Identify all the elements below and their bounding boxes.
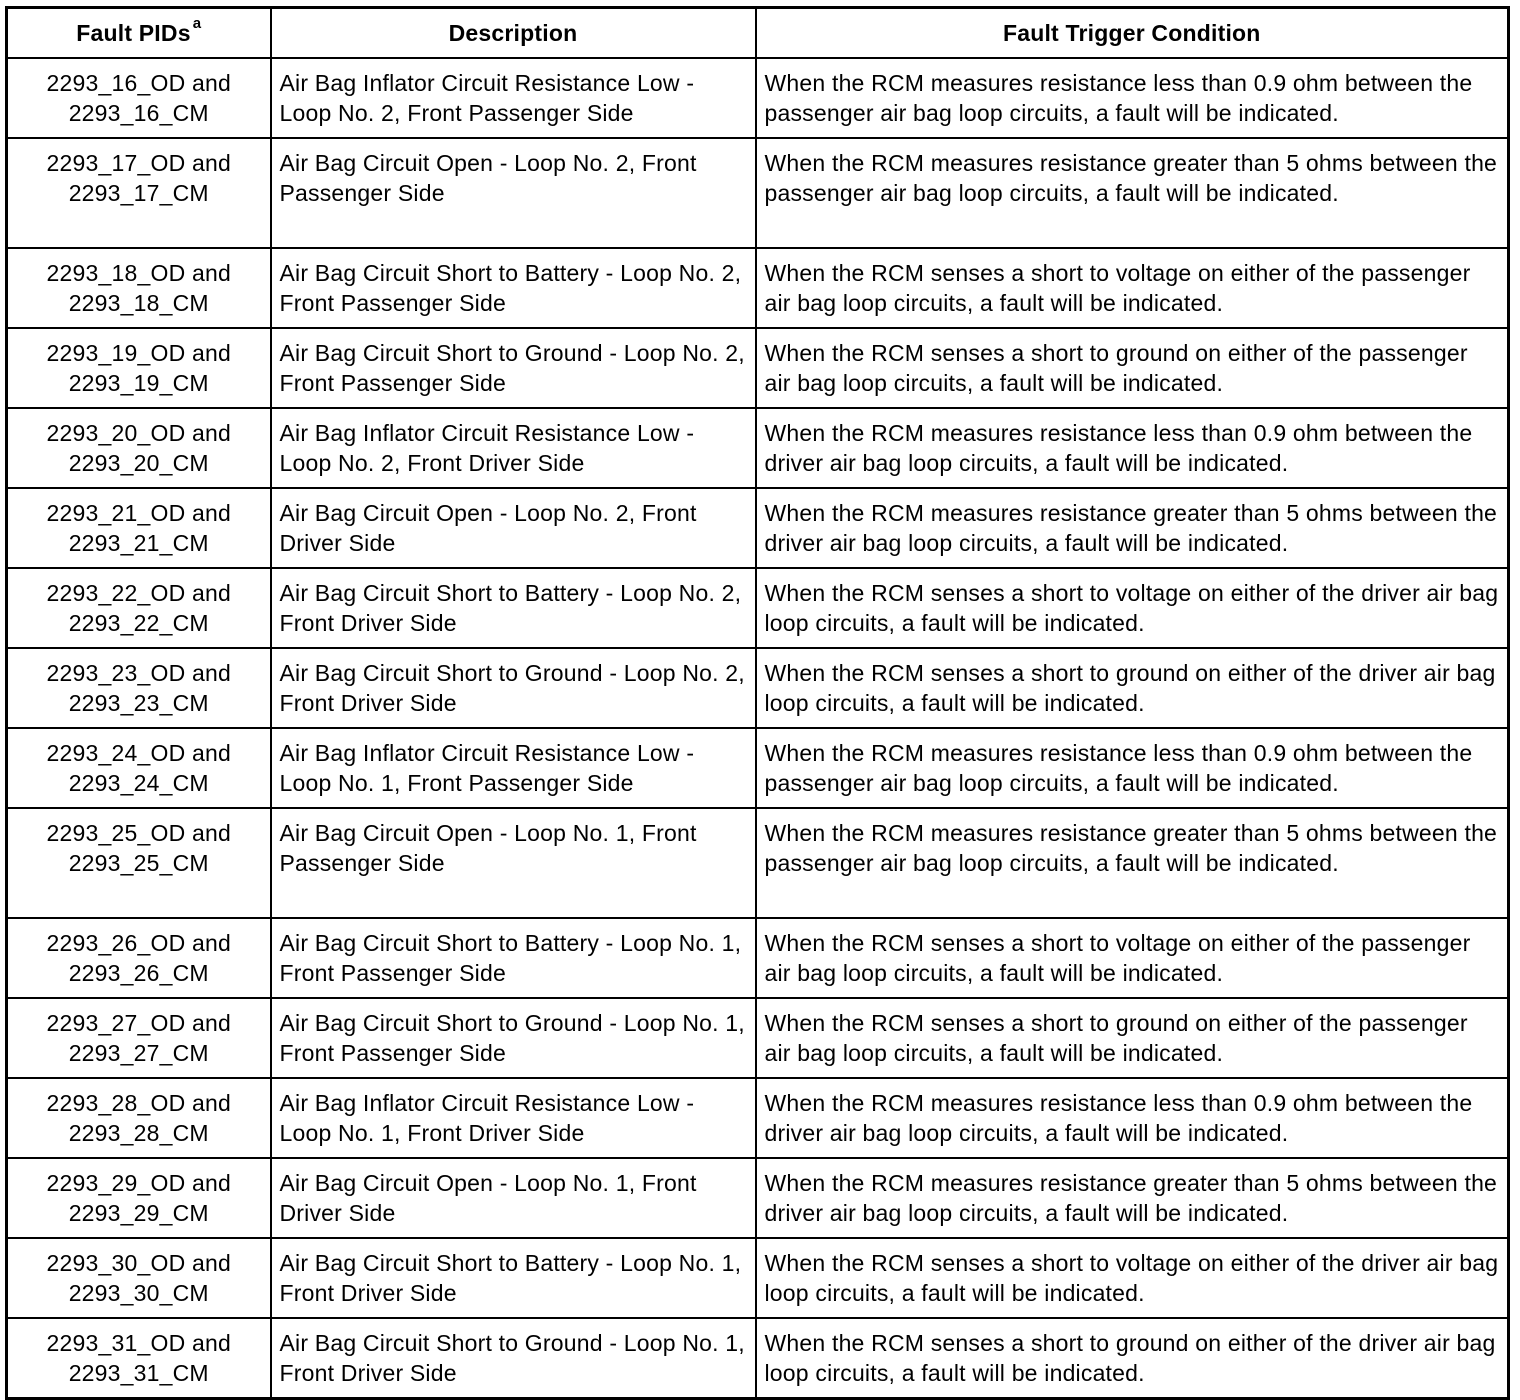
description-cell: Air Bag Circuit Open - Loop No. 2, Front Passenger Side: [271, 138, 756, 248]
trigger-cell: When the RCM senses a short to voltage on either of the driver air bag loop circuits, a fault will be indicated.: [756, 1238, 1509, 1318]
trigger-cell: When the RCM senses a short to voltage on either of the driver air bag loop circuits, a fault will be indicated.: [756, 568, 1509, 648]
fault-pid-cell: [7, 328, 271, 408]
fault-pid-cell: [7, 568, 271, 648]
pid-cm: 2293_31_CM: [68, 1360, 209, 1386]
table-row: [7, 248, 1509, 328]
pid-od: 2293_21_OD and: [46, 500, 231, 526]
pid-cm: 2293_29_CM: [68, 1200, 209, 1226]
pid-od: 2293_31_OD and: [46, 1330, 231, 1356]
fault-pid-cell: [7, 1078, 271, 1158]
fault-pid-cell: [7, 58, 271, 138]
pid-od: 2293_26_OD and: [46, 930, 231, 956]
pid-cm: 2293_23_CM: [68, 690, 209, 716]
description-cell: Air Bag Circuit Short to Ground - Loop No. 2, Front Passenger Side: [271, 328, 756, 408]
pid-cm: 2293_24_CM: [68, 770, 209, 796]
pid-od: 2293_17_OD and: [46, 150, 231, 176]
trigger-cell: When the RCM senses a short to ground on either of the driver air bag loop circuits, a fault will be indicated.: [756, 648, 1509, 728]
description-cell: Air Bag Circuit Open - Loop No. 1, Front Driver Side: [271, 1158, 756, 1238]
description-cell: Air Bag Inflator Circuit Resistance Low - Loop No. 1, Front Driver Side: [271, 1078, 756, 1158]
table-row: [7, 918, 1509, 998]
pid-cm: 2293_25_CM: [68, 850, 209, 876]
pid-cm: 2293_27_CM: [68, 1040, 209, 1066]
pid-od: 2293_25_OD and: [46, 820, 231, 846]
fault-pid-table: [5, 6, 1510, 1400]
fault-pid-cell: [7, 1158, 271, 1238]
pid-od: 2293_30_OD and: [46, 1250, 231, 1276]
trigger-cell: When the RCM measures resistance less than 0.9 ohm between the passenger air bag loop circuits, a fault will be indicated.: [756, 58, 1509, 138]
fault-pid-cell: [7, 408, 271, 488]
table-row: [7, 58, 1509, 138]
description-cell: Air Bag Circuit Short to Ground - Loop No. 2, Front Driver Side: [271, 648, 756, 728]
description-cell: Air Bag Inflator Circuit Resistance Low - Loop No. 2, Front Driver Side: [271, 408, 756, 488]
table-header-row: [7, 8, 1509, 59]
description-cell: Air Bag Circuit Short to Ground - Loop No. 1, Front Driver Side: [271, 1318, 756, 1399]
description-cell: Air Bag Circuit Short to Battery - Loop No. 1, Front Passenger Side: [271, 918, 756, 998]
trigger-cell: When the RCM senses a short to ground on either of the passenger air bag loop circuits, a fault will be indicated.: [756, 328, 1509, 408]
table-row: [7, 568, 1509, 648]
table-row: [7, 328, 1509, 408]
trigger-cell: When the RCM senses a short to voltage on either of the passenger air bag loop circuits, a fault will be indicated.: [756, 918, 1509, 998]
header-fault-pids-label: Fault PIDs: [76, 20, 191, 46]
pid-od: 2293_24_OD and: [46, 740, 231, 766]
fault-pid-cell: [7, 808, 271, 918]
table-row: [7, 408, 1509, 488]
table-row: [7, 648, 1509, 728]
pid-cm: 2293_26_CM: [68, 960, 209, 986]
description-cell: Air Bag Circuit Short to Battery - Loop No. 2, Front Driver Side: [271, 568, 756, 648]
trigger-cell: When the RCM senses a short to ground on either of the driver air bag loop circuits, a fault will be indicated.: [756, 1318, 1509, 1399]
pid-cm: 2293_17_CM: [68, 180, 209, 206]
table-row: [7, 1158, 1509, 1238]
description-cell: Air Bag Circuit Open - Loop No. 1, Front Passenger Side: [271, 808, 756, 918]
pid-cm: 2293_16_CM: [68, 100, 209, 126]
pid-cm: 2293_22_CM: [68, 610, 209, 636]
pid-od: 2293_22_OD and: [46, 580, 231, 606]
header-description: Description: [271, 8, 756, 59]
header-trigger-condition: Fault Trigger Condition: [756, 8, 1509, 59]
pid-cm: 2293_19_CM: [68, 370, 209, 396]
fault-pid-cell: [7, 998, 271, 1078]
description-cell: Air Bag Circuit Short to Ground - Loop No. 1, Front Passenger Side: [271, 998, 756, 1078]
pid-od: 2293_29_OD and: [46, 1170, 231, 1196]
fault-pid-cell: [7, 1318, 271, 1399]
pid-cm: 2293_20_CM: [68, 450, 209, 476]
fault-pid-cell: [7, 138, 271, 248]
pid-od: 2293_20_OD and: [46, 420, 231, 446]
trigger-cell: When the RCM senses a short to voltage on either of the passenger air bag loop circuits, a fault will be indicated.: [756, 248, 1509, 328]
description-cell: Air Bag Inflator Circuit Resistance Low - Loop No. 1, Front Passenger Side: [271, 728, 756, 808]
table-row: [7, 998, 1509, 1078]
header-fault-pids: [7, 8, 271, 59]
fault-pid-cell: [7, 1238, 271, 1318]
pid-od: 2293_19_OD and: [46, 340, 231, 366]
fault-pid-cell: [7, 918, 271, 998]
description-cell: Air Bag Circuit Short to Battery - Loop No. 1, Front Driver Side: [271, 1238, 756, 1318]
fault-pid-cell: [7, 248, 271, 328]
trigger-cell: When the RCM measures resistance less than 0.9 ohm between the driver air bag loop circuits, a fault will be indicated.: [756, 1078, 1509, 1158]
trigger-cell: When the RCM measures resistance greater than 5 ohms between the driver air bag loop circuits, a fault will be indicated.: [756, 1158, 1509, 1238]
description-cell: Air Bag Circuit Short to Battery - Loop No. 2, Front Passenger Side: [271, 248, 756, 328]
pid-cm: 2293_30_CM: [68, 1280, 209, 1306]
trigger-cell: When the RCM measures resistance greater than 5 ohms between the passenger air bag loop circuits, a fault will be indicated.: [756, 138, 1509, 248]
pid-cm: 2293_18_CM: [68, 290, 209, 316]
pid-od: 2293_28_OD and: [46, 1090, 231, 1116]
description-cell: Air Bag Circuit Open - Loop No. 2, Front Driver Side: [271, 488, 756, 568]
table-row: [7, 1078, 1509, 1158]
fault-pid-cell: [7, 488, 271, 568]
table-row: [7, 728, 1509, 808]
trigger-cell: When the RCM senses a short to ground on either of the passenger air bag loop circuits, a fault will be indicated.: [756, 998, 1509, 1078]
trigger-cell: When the RCM measures resistance greater than 5 ohms between the passenger air bag loop circuits, a fault will be indicated.: [756, 808, 1509, 918]
pid-cm: 2293_21_CM: [68, 530, 209, 556]
pid-od: 2293_16_OD and: [46, 70, 231, 96]
pid-od: 2293_18_OD and: [46, 260, 231, 286]
table-row: [7, 808, 1509, 918]
fault-pid-cell: [7, 728, 271, 808]
trigger-cell: When the RCM measures resistance greater than 5 ohms between the driver air bag loop circuits, a fault will be indicated.: [756, 488, 1509, 568]
table-row: [7, 138, 1509, 248]
pid-cm: 2293_28_CM: [68, 1120, 209, 1146]
trigger-cell: When the RCM measures resistance less than 0.9 ohm between the passenger air bag loop circuits, a fault will be indicated.: [756, 728, 1509, 808]
table-row: [7, 1238, 1509, 1318]
trigger-cell: When the RCM measures resistance less than 0.9 ohm between the driver air bag loop circuits, a fault will be indicated.: [756, 408, 1509, 488]
table-row: [7, 1318, 1509, 1399]
footnote-marker: a: [192, 15, 202, 33]
fault-pid-cell: [7, 648, 271, 728]
table-row: [7, 488, 1509, 568]
pid-od: 2293_27_OD and: [46, 1010, 231, 1036]
pid-od: 2293_23_OD and: [46, 660, 231, 686]
description-cell: Air Bag Inflator Circuit Resistance Low - Loop No. 2, Front Passenger Side: [271, 58, 756, 138]
